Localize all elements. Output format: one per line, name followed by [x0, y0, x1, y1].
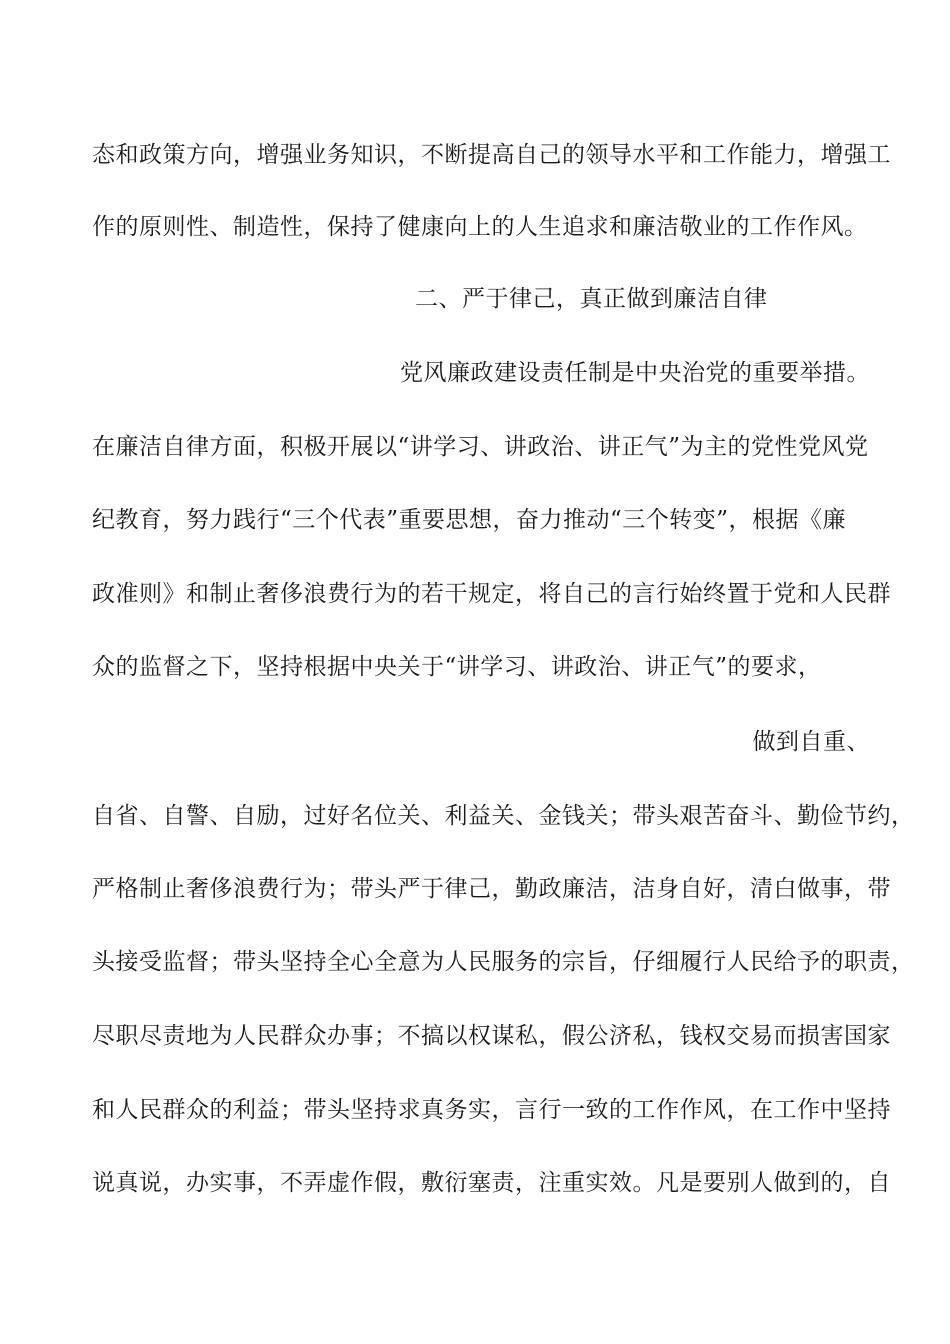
body-line-6: 政准则》和制止奢侈浪费行为的若干规定，将自己的言行始终置于党和人民群	[92, 581, 891, 607]
body-line-4: 在廉洁自律方面，积极开展以“讲学习、讲政治、讲正气”为主的党性党风党	[92, 434, 869, 460]
body-line-12: 尽职尽责地为人民群众办事；不搞以权谋私，假公济私，钱权交易而损害国家	[92, 1023, 891, 1049]
body-line-9: 自省、自警、自励，过好名位关、利益关、金钱关；带头艰苦奋斗、勤俭节约，	[92, 803, 915, 829]
body-line-11: 头接受监督；带头坚持全心全意为人民服务的宗旨，仔细履行人民给予的职责，	[92, 949, 915, 975]
body-line-7: 众的监督之下，坚持根据中央关于“讲学习、讲政治、讲正气”的要求，	[92, 654, 822, 680]
body-line-3: 党风廉政建设责任制是中央治党的重要举措。	[400, 360, 870, 386]
body-line-5: 纪教育，努力践行“三个代表”重要思想，奋力推动“三个转变”，根据《廉	[92, 507, 847, 533]
section-heading: 二、严于律己，真正做到廉洁自律	[415, 286, 768, 312]
body-line-14: 说真说，办实事，不弄虚作假，敷衍塞责，注重实效。凡是要别人做到的，自	[92, 1170, 891, 1196]
body-line-10: 严格制止奢侈浪费行为；带头严于律己，勤政廉洁，洁身自好，清白做事，带	[92, 876, 891, 902]
body-line-13: 和人民群众的利益；带头坚持求真务实，言行一致的工作作风，在工作中坚持	[92, 1097, 891, 1123]
body-line-1: 态和政策方向，增强业务知识，不断提高自己的领导水平和工作能力，增强工	[92, 142, 891, 168]
body-line-2: 作的原则性、制造性，保持了健康向上的人生追求和廉洁敬业的工作作风。	[92, 214, 868, 240]
body-line-8: 做到自重、	[752, 729, 870, 755]
